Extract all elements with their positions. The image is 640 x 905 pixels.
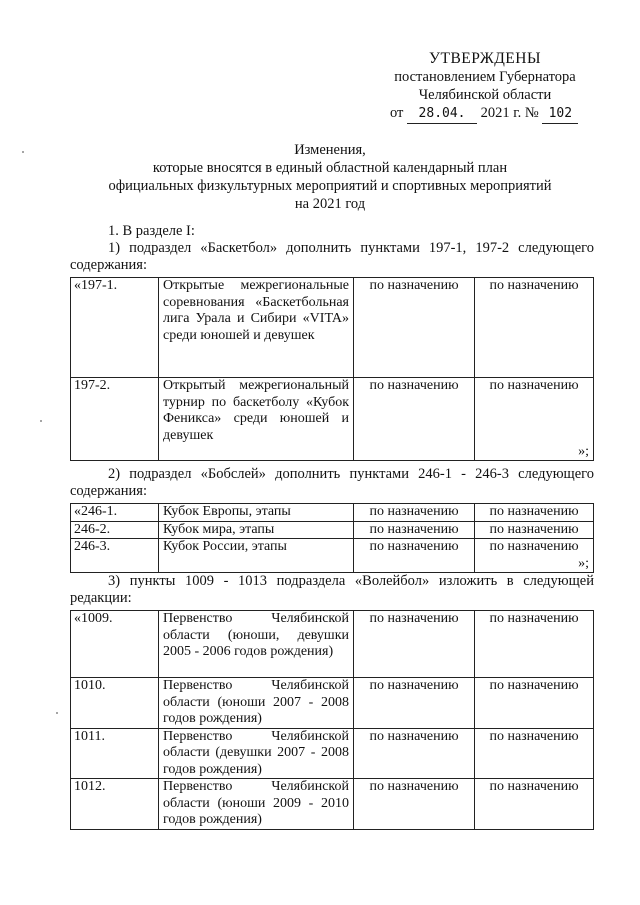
- event-place-text: по назначению: [489, 504, 579, 519]
- event-name: Первенство Челябинской области (юноши, девушки 2005 - 2006 годов рождения): [159, 611, 354, 678]
- table-row: [71, 678, 594, 729]
- event-place: [475, 521, 594, 539]
- row-number: 1012.: [71, 779, 159, 830]
- event-place-text: по назначению: [489, 539, 579, 554]
- approval-from-label: от: [390, 105, 404, 121]
- event-name: Первенство Челябинской области (юноши 2009 - 2010 годов рождения): [159, 779, 354, 830]
- approval-heading: УТВЕРЖДЕНЫ: [429, 50, 541, 67]
- table-row: [71, 521, 594, 539]
- event-date: по назначению: [354, 278, 475, 378]
- table-row: [71, 378, 594, 461]
- row-number: 197-2.: [71, 378, 159, 461]
- row-number: 246-2.: [71, 521, 159, 539]
- item-bobsleigh: 2) подраздел «Бобслей» дополнить пунктами 246-1 - 246-3 следующего содержания:: [70, 466, 594, 499]
- event-place-text: по назначению: [489, 278, 579, 293]
- event-name: Открытые межрегиональные соревнования «Баскетбольная лига Урала и Сибири «VITA» среди юношей и девушек: [159, 278, 354, 378]
- event-place: [475, 611, 594, 678]
- approval-year-label: 2021 г. №: [480, 105, 539, 121]
- event-date: по назначению: [354, 521, 475, 539]
- title-line-2: которые вносятся в единый областной календарный план: [152, 160, 508, 176]
- approval-line-1: постановлением Губернатора: [394, 69, 576, 85]
- table-row: [71, 278, 594, 378]
- closing-quote: »;: [578, 555, 589, 571]
- event-place: [475, 278, 594, 378]
- document-title: [70, 141, 590, 213]
- scan-speck: [22, 151, 24, 153]
- event-place-text: по назначению: [489, 378, 579, 393]
- event-place-text: по назначению: [489, 521, 579, 537]
- event-date: по назначению: [354, 779, 475, 830]
- event-name: Первенство Челябинской области (девушки 2007 - 2008 годов рождения): [159, 728, 354, 779]
- approval-number: 102: [542, 105, 578, 124]
- row-number: «1009.: [71, 611, 159, 678]
- event-date: по назначению: [354, 611, 475, 678]
- approval-line-2: Челябинской области: [418, 87, 552, 103]
- section-heading: 1. В разделе I:: [108, 223, 195, 239]
- table-row: [71, 539, 594, 573]
- table-bobsleigh: [70, 503, 594, 573]
- event-name: Кубок России, этапы: [159, 539, 354, 573]
- approval-date-line: [380, 104, 590, 124]
- scan-speck: [40, 420, 42, 422]
- title-line-3: официальных физкультурных мероприятий и спортивных мероприятий: [108, 178, 552, 194]
- event-name: Кубок Европы, этапы: [159, 504, 354, 522]
- event-place: [475, 779, 594, 830]
- table-row: [71, 728, 594, 779]
- title-line-1: Изменения,: [294, 142, 366, 158]
- event-place-text: по назначению: [489, 728, 579, 744]
- event-name: Первенство Челябинской области (юноши 2007 - 2008 годов рождения): [159, 678, 354, 729]
- table-row: [71, 611, 594, 678]
- table-volleyball: [70, 610, 594, 830]
- item-volleyball: 3) пункты 1009 - 1013 подраздела «Волейбол» изложить в следующей редакции:: [70, 573, 594, 606]
- table-row: [71, 779, 594, 830]
- event-place-text: по назначению: [489, 779, 579, 794]
- row-number: «246-1.: [71, 504, 159, 522]
- scan-speck: [56, 712, 58, 714]
- row-number: «197-1.: [71, 278, 159, 378]
- event-place-text: по назначению: [489, 678, 579, 693]
- title-line-4: на 2021 год: [294, 196, 366, 212]
- closing-quote: »;: [578, 443, 589, 459]
- row-number: 246-3.: [71, 539, 159, 573]
- event-place: [475, 539, 594, 573]
- row-number: 1011.: [71, 728, 159, 779]
- table-basketball: [70, 277, 594, 461]
- event-date: по назначению: [354, 378, 475, 461]
- event-date: по назначению: [354, 678, 475, 729]
- event-place: [475, 678, 594, 729]
- event-date: по назначению: [354, 728, 475, 779]
- approval-date: 28.04.: [407, 105, 477, 124]
- approval-block: [380, 50, 590, 124]
- event-name: Открытый межрегиональный турнир по баскетболу «Кубок Феникса» среди юношей и девушек: [159, 378, 354, 461]
- event-date: по назначению: [354, 539, 475, 573]
- event-place: [475, 504, 594, 522]
- event-place: [475, 728, 594, 779]
- table-row: [71, 504, 594, 522]
- event-place: [475, 378, 594, 461]
- row-number: 1010.: [71, 678, 159, 729]
- event-name: Кубок мира, этапы: [159, 521, 354, 539]
- item-basketball: 1) подраздел «Баскетбол» дополнить пунктами 197-1, 197-2 следующего содержания:: [70, 240, 594, 273]
- event-date: по назначению: [354, 504, 475, 522]
- event-place-text: по назначению: [489, 611, 579, 626]
